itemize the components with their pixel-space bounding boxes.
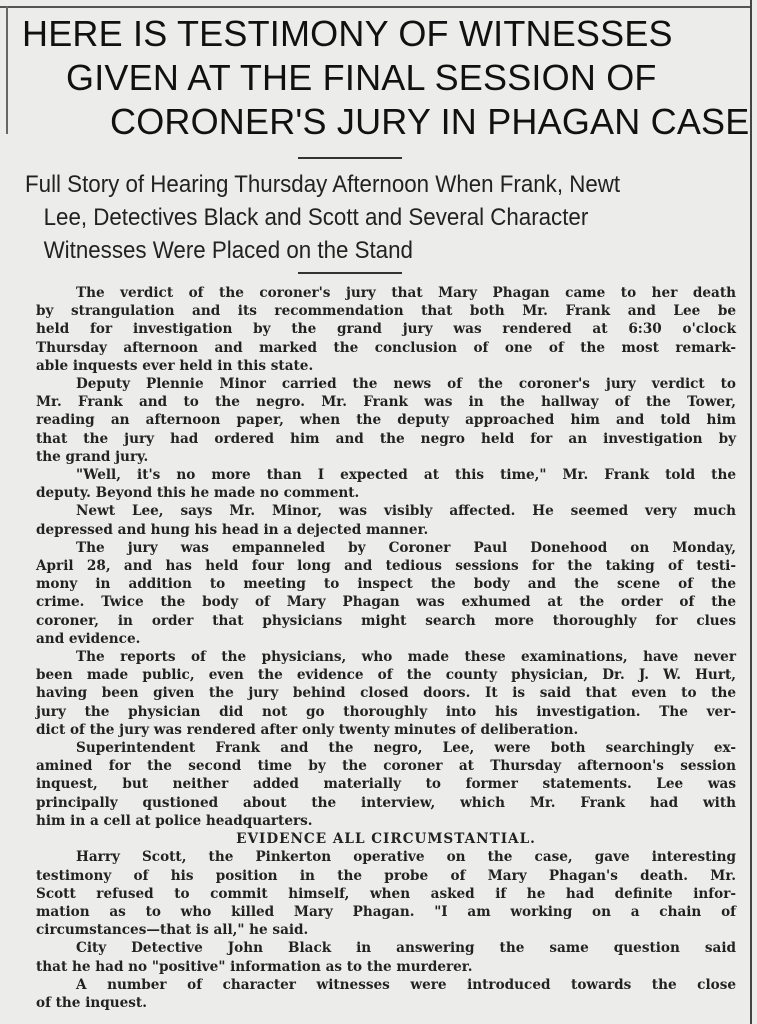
article-line: amined for the second time by the coroner at Thursday afternoon's session: [36, 758, 736, 775]
article-line: Mr. Frank and to the negro. Mr. Frank was in the hallway of the Tower,: [36, 394, 736, 411]
article-line: principally qustioned about the interview, which Mr. Frank had with: [36, 794, 736, 811]
article-line: circumstances—that is all," he said.: [36, 922, 309, 939]
article-line: depressed and hung his head in a dejected manner.: [36, 521, 429, 538]
article-line: A number of character witnesses were introduced towards the close: [76, 976, 736, 993]
article-line: crime. Twice the body of Mary Phagan was exhumed at the order of the: [36, 594, 736, 611]
article-line: the grand jury.: [36, 448, 149, 465]
article-line: Superintendent Frank and the negro, Lee, were both searchingly ex-: [76, 740, 736, 757]
article-line: City Detective John Black in answering the same question said: [76, 940, 736, 957]
article-line: The reports of the physicians, who made these examinations, have never: [76, 649, 736, 666]
subhead-divider: [298, 272, 402, 274]
article-line: "Well, it's no more than I expected at this time," Mr. Frank told the: [76, 467, 736, 484]
article-line: April 28, and has held four long and tedious sessions for the taking of testi-: [36, 558, 736, 575]
article-line: mation as to who killed Mary Phagan. "I am working on a chain of: [36, 903, 736, 920]
subheadline: [12, 168, 691, 267]
headline-line-3: CORONER'S JURY IN PHAGAN CASE: [110, 101, 750, 142]
headline-line-2: GIVEN AT THE FINAL SESSION OF: [66, 57, 657, 98]
headline-divider: [298, 157, 402, 159]
left-border-rule: [6, 6, 8, 134]
article-line: held for investigation by the grand jury was rendered at 6:30 o'clock: [36, 321, 736, 338]
article-line: inquest, but neither added materially to former statements. Lee was: [36, 776, 736, 793]
headline: [10, 12, 750, 144]
top-border-rule: [0, 6, 752, 8]
article-line: Thursday afternoon and marked the conclusion of one of the most remark-: [36, 339, 736, 356]
article-line: and evidence.: [36, 630, 141, 647]
section-heading: EVIDENCE ALL CIRCUMSTANTIAL.: [236, 831, 536, 848]
article-line: deputy. Beyond this he made no comment.: [36, 485, 360, 502]
article-line: Harry Scott, the Pinkerton operative on the case, gave interesting: [76, 849, 736, 866]
article-line: been made public, even the evidence of the county physician, Dr. J. W. Hurt,: [36, 667, 736, 684]
subheadline-line-2: Lee, Detectives Black and Scott and Several Character: [43, 204, 589, 231]
article-line: The verdict of the coroner's jury that Mary Phagan came to her death: [76, 285, 736, 301]
article-line: jury the physician did not go thoroughly into his investigation. The ver-: [36, 703, 736, 720]
article-line: Newt Lee, says Mr. Minor, was visibly affected. He seemed very much: [76, 503, 736, 520]
article-line: having been given the jury behind closed doors. It is said that even to the: [36, 685, 736, 702]
article-line: that the jury had ordered him and the negro held for an investigation by: [36, 430, 736, 447]
article-body: [36, 284, 736, 1012]
article-line: coroner, in order that physicians might search more thoroughly for clues: [36, 612, 736, 629]
subheadline-line-3: Witnesses Were Placed on the Stand: [43, 237, 413, 264]
article-line: reading an afternoon paper, when the deputy approached him and told him: [36, 412, 736, 429]
article-line: Scott refused to commit himself, when asked if he had definite infor-: [36, 885, 736, 902]
article-line: dict of the jury was rendered after only twenty minutes of deliberation.: [36, 721, 579, 738]
subheadline-line-1: Full Story of Hearing Thursday Afternoon When Frank, Newt: [25, 171, 621, 198]
article-line: by strangulation and its recommendation that both Mr. Frank and Lee be: [36, 303, 736, 320]
article-line: The jury was empanneled by Coroner Paul Donehood on Monday,: [76, 539, 736, 556]
article-line: mony in addition to meeting to inspect the body and the scene of the: [36, 576, 736, 593]
article-line: testimony of his position in the probe of Mary Phagan's death. Mr.: [36, 867, 736, 884]
headline-line-1: HERE IS TESTIMONY OF WITNESSES: [22, 13, 673, 54]
article-line: that he had no "positive" information as to the murderer.: [36, 958, 473, 975]
right-column-rule: [750, 0, 752, 1024]
article-line: him in a cell at police headquarters.: [36, 812, 313, 829]
article-line: of the inquest.: [36, 994, 147, 1011]
article-line: Deputy Plennie Minor carried the news of the coroner's jury verdict to: [76, 376, 736, 393]
article-line: able inquests ever held in this state.: [36, 357, 314, 374]
